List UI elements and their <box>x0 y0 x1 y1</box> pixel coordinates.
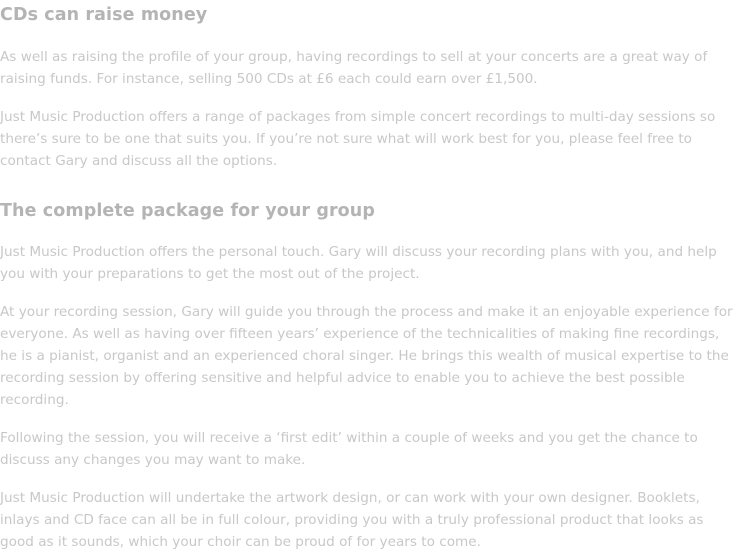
paragraph-recording-session: At your recording session, Gary will guide you through the process and make it an enjoyable experience for everyone. As well as having over fifteen years’ experience of the technicalities of making fine recordings, he is a pianist, organist and an experienced choral singer. He brings this wealth of musical expertise to the recording session by offering sensitive and helpful advice to enable you to achieve the best possible recording. <box>0 304 733 408</box>
paragraph-raising-funds: As well as raising the profile of your group, having recordings to sell at your concerts are a great way of raising funds. For instance, selling 500 CDs at £6 each could earn over £1,500. <box>0 49 708 87</box>
paragraph-packages: Just Music Production offers a range of packages from simple concert recordings to multi-day sessions so there’s sure to be one that suits you. If you’re not sure what will work best for you, please feel free to contact Gary and discuss all the options. <box>0 109 716 169</box>
paragraph-artwork-design: Just Music Production will undertake the artwork design, or can work with your own designer. Booklets, inlays and CD face can all be in full colour, providing you with a truly professional product that looks as good as it sounds, which your choir can be proud of for years to come. <box>0 490 704 550</box>
paragraph-personal-touch: Just Music Production offers the personal touch. Gary will discuss your recording plans with you, and help you with your preparations to get the most out of the project. <box>0 244 717 282</box>
paragraph-first-edit: Following the session, you will receive a ‘first edit’ within a couple of weeks and you get the chance to discuss any changes you may want to make. <box>0 430 698 468</box>
section-heading-cds-raise-money: CDs can raise money <box>0 5 208 25</box>
section-heading-complete-package: The complete package for your group <box>0 201 375 221</box>
